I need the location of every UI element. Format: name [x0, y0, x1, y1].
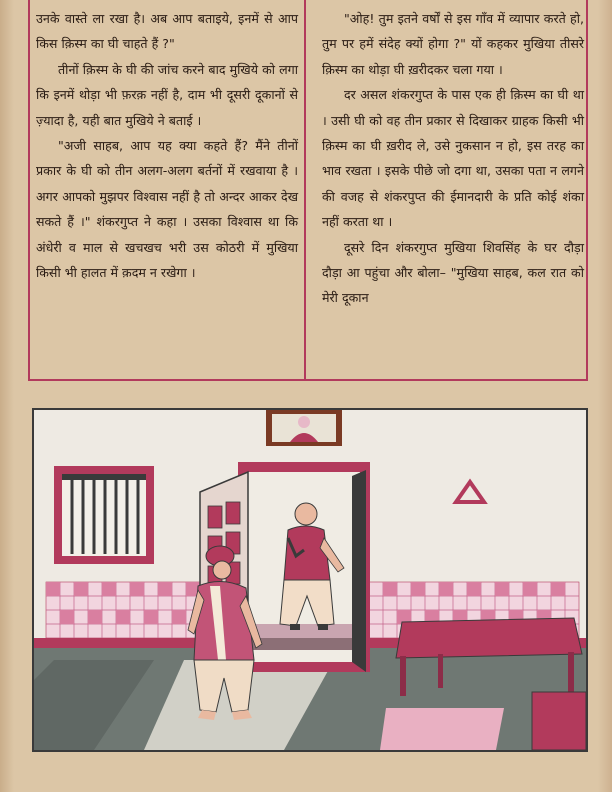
door-right-panel — [352, 470, 366, 672]
text-column-left — [36, 6, 298, 285]
stool — [532, 692, 586, 750]
column-divider — [304, 0, 306, 381]
paragraph: "ओह! तुम इतने वर्षों से इस गाँव में व्यापार करते हो, तुम पर हमें संदेह क्यों होगा ?" यों कहकर मुखिया तीसरे क़िस्म का थोड़ा घी ख़रीदकर चला गया । — [322, 11, 584, 77]
paragraph: उनके वास्ते ला रखा है। अब आप बताइये, इनमें से आप किस क़िस्म का घी चाहते हैं ?" — [36, 11, 298, 52]
floor-pink-mat — [380, 708, 504, 750]
illustration-scene — [34, 410, 586, 750]
text-column-right — [322, 6, 584, 311]
paragraph: "अजी साहब, आप यह क्या कहते हैं? मैंने तीनों प्रकार के घी को तीन अलग-अलग बर्तनों में रखवाया है । अगर आपको मुझपर विश्वास नहीं है तो अन्दर आकर देख सकते हैं ।" शंकरगुप्त ने कहा । उसका विश्वास था कि अंधेरी व माल से खचखच भरी उस कोठरी में मुखिया किसी भी हालत में क़दम न रखेगा । — [36, 138, 298, 281]
framed-portrait — [266, 410, 342, 446]
story-illustration — [32, 408, 588, 752]
paragraph: दूसरे दिन शंकरगुप्त मुखिया शिवसिंह के घर दौड़ा दौड़ा आ पहुंचा और बोला– "मुखिया साहब, कल रात को मेरी दूकान — [322, 239, 584, 306]
barred-window — [54, 466, 154, 564]
paragraph: दर असल शंकरगुप्त के पास एक ही क़िस्म का घी था । उसी घी को वह तीन प्रकार से दिखाकर ग्राहक किसी भी क़िस्म का घी ख़रीद ले, उसे नुकसान न हो, इस तरह का भाव रखता । इसके पीछे जो दगा था, उसका पता न लगने की वजह से शंकरपुप्त की ईमानदारी के प्रति कोई शंका नहीं करता था । — [322, 87, 584, 230]
paragraph: तीनों क़िस्म के घी की जांच करने बाद मुखिये को लगा कि इनमें थोड़ा भी फ़रक़ नहीं है, दाम भी दूसरी दूकानों से ज़्यादा है, यही बात मुखिये ने बताई । — [36, 61, 298, 128]
